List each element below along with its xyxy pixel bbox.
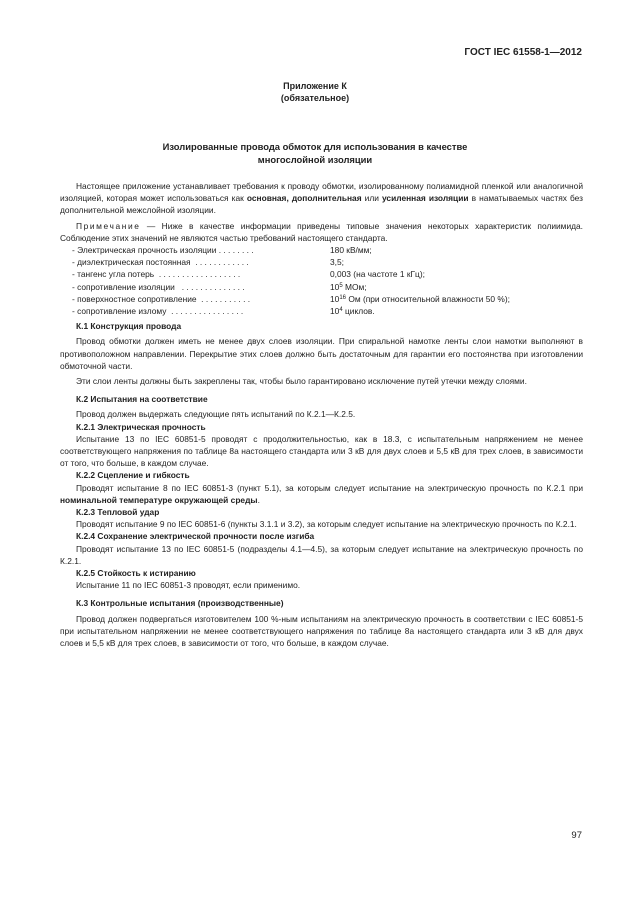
property-value: $10^4$ циклов.: [330, 305, 375, 316]
k22-text-1: Проводят испытание 8 по IEC 60851-3 (пункт 5.1), за которым следует испытание на электрическую прочность по К.2.1 при: [76, 482, 583, 493]
section-k25-paragraph: Испытание 11 по IEC 60851-3 проводят, если применимо.: [76, 580, 301, 591]
section-k24-paragraph: Проводят испытание 13 по IEC 60851-5 (подразделы 4.1—4.5), за которым следует испытание на электрическую прочность по К.2.1.: [60, 543, 583, 566]
intro-text-3: в наматываемых частях без дополнительной межслойной изоляции.: [60, 193, 583, 216]
property-name: - тангенс угла потерь . . . . . . . . . . . . . . . . . .: [72, 269, 241, 280]
property-row: [60, 281, 583, 293]
annex-title: Приложение К: [283, 81, 347, 91]
property-value: 3,5;: [330, 257, 344, 268]
property-value: $10^{16}$ Ом (при относительной влажности 50 %);: [330, 293, 510, 304]
property-value: 180 кВ/мм;: [330, 245, 372, 256]
property-value: $10^5$ МОм;: [330, 281, 367, 292]
note-paragraph: [60, 220, 583, 244]
section-k25-heading: К.2.5 Стойкость к истиранию: [76, 568, 196, 578]
section-k1-heading: К.1 Конструкция провода: [76, 321, 182, 332]
section-k2-heading: К.2 Испытания на соответствие: [76, 394, 208, 405]
property-row: [60, 268, 583, 280]
title-line-1: Изолированные провода обмоток для использования в качестве: [162, 141, 468, 152]
property-name: - сопротивление изоляции . . . . . . . . . . . . . .: [72, 281, 245, 292]
section-k21-paragraph: Испытание 13 по IEC 60851-5 проводят с продолжительностью, как в 18.3, с испытательным напряжением не менее соответствующего напряжения по таблице 8а настоящего стандарта или 3 кВ для двух слоев и 5,5 кВ для трех слоев, в зависимости от того, что больше, в каждом случае.: [60, 433, 583, 469]
section-k22-paragraph: [60, 482, 583, 506]
intro-text-2: или: [361, 193, 382, 204]
intro-bold-1: основная, дополнительная: [246, 193, 362, 204]
note-text: — Ниже в качестве информации приведены типовые значения некоторых характеристик полиимида. Соблюдение этих значений не являются частью требований настоящего стандарта.: [60, 220, 583, 243]
k22-bold-1: номинальной температуре окружающей среды: [60, 494, 258, 505]
property-name: - сопротивление излому . . . . . . . . . . . . . . . .: [72, 305, 244, 316]
annex-status: (обязательное): [280, 93, 350, 103]
section-k21-heading: К.2.1 Электрическая прочность: [76, 421, 206, 432]
page-number: 97: [571, 830, 582, 841]
document-id-header: ГОСТ IEC 61558-1—2012: [464, 47, 582, 58]
section-k24-heading: К.2.4 Сохранение электрической прочности после изгиба: [76, 531, 315, 542]
intro-paragraph: [60, 180, 583, 217]
property-value: 0,003 (на частоте 1 кГц);: [330, 269, 425, 280]
property-name: - Электрическая прочность изоляции . . . . . . . .: [72, 245, 254, 256]
section-k23-heading: К.2.3 Тепловой удар: [76, 506, 160, 517]
section-k1-paragraph-2: Эти слои ленты должны быть закреплены так, чтобы было гарантировано исключение путей утечки между слоями.: [76, 375, 527, 386]
property-row: [60, 305, 583, 317]
section-k2-paragraph: Провод должен выдержать следующие пять испытаний по К.2.1—К.2.5.: [76, 409, 356, 420]
annex-heading: [0, 80, 630, 104]
document-body: [60, 180, 583, 649]
section-k3-paragraph: Провод должен подвергаться изготовителем 100 %-ным испытаниям на электрическую прочность в соответствии с IEC 60851-5 при испытательном напряжении не менее соответствующего напряжения по таблице 8а настоящего стандарта или 3 кВ для двух слоев и 5,5 кВ для трех слоев, в зависимости от того, что больше, в каждом случае.: [60, 613, 583, 649]
section-k22-heading: К.2.2 Сцепление и гибкость: [76, 470, 190, 481]
annex-main-title: [0, 140, 630, 166]
property-row: [60, 293, 583, 305]
section-k3-heading: К.3 Контрольные испытания (производственные): [76, 598, 284, 609]
intro-text-1: Настоящее приложение устанавливает требования к проводу обмотки, изолированному полиамидной пленкой или аналогичной изоляцией, которая может использоваться как: [60, 181, 583, 204]
property-row: [60, 256, 583, 268]
property-name: - диэлектрическая постоянная . . . . . . . . . . . .: [72, 257, 249, 268]
section-k1-paragraph-1: Провод обмотки должен иметь не менее двух слоев изоляции. При спиральной намотке ленты слои намотки выполняют в противоположном направлении. Перекрытие этих слоев должно быть достаточным для гарантии его постоянства при изготовлении обмоточной части.: [60, 336, 583, 371]
k22-text-2: .: [257, 494, 260, 505]
note-label: Примечание: [76, 220, 141, 231]
section-k23-paragraph: Проводят испытание 9 по IEC 60851-6 (пункты 3.1.1 и 3.2), за которым следует испытание на электрическую прочность по К.2.1.: [76, 519, 577, 530]
properties-list: [60, 244, 583, 317]
intro-bold-2: усиленная изоляции: [381, 193, 469, 204]
property-row: [60, 244, 583, 256]
property-name: - поверхностное сопротивление . . . . . . . . . . .: [72, 293, 251, 304]
title-line-2: многослойной изоляции: [257, 154, 373, 165]
